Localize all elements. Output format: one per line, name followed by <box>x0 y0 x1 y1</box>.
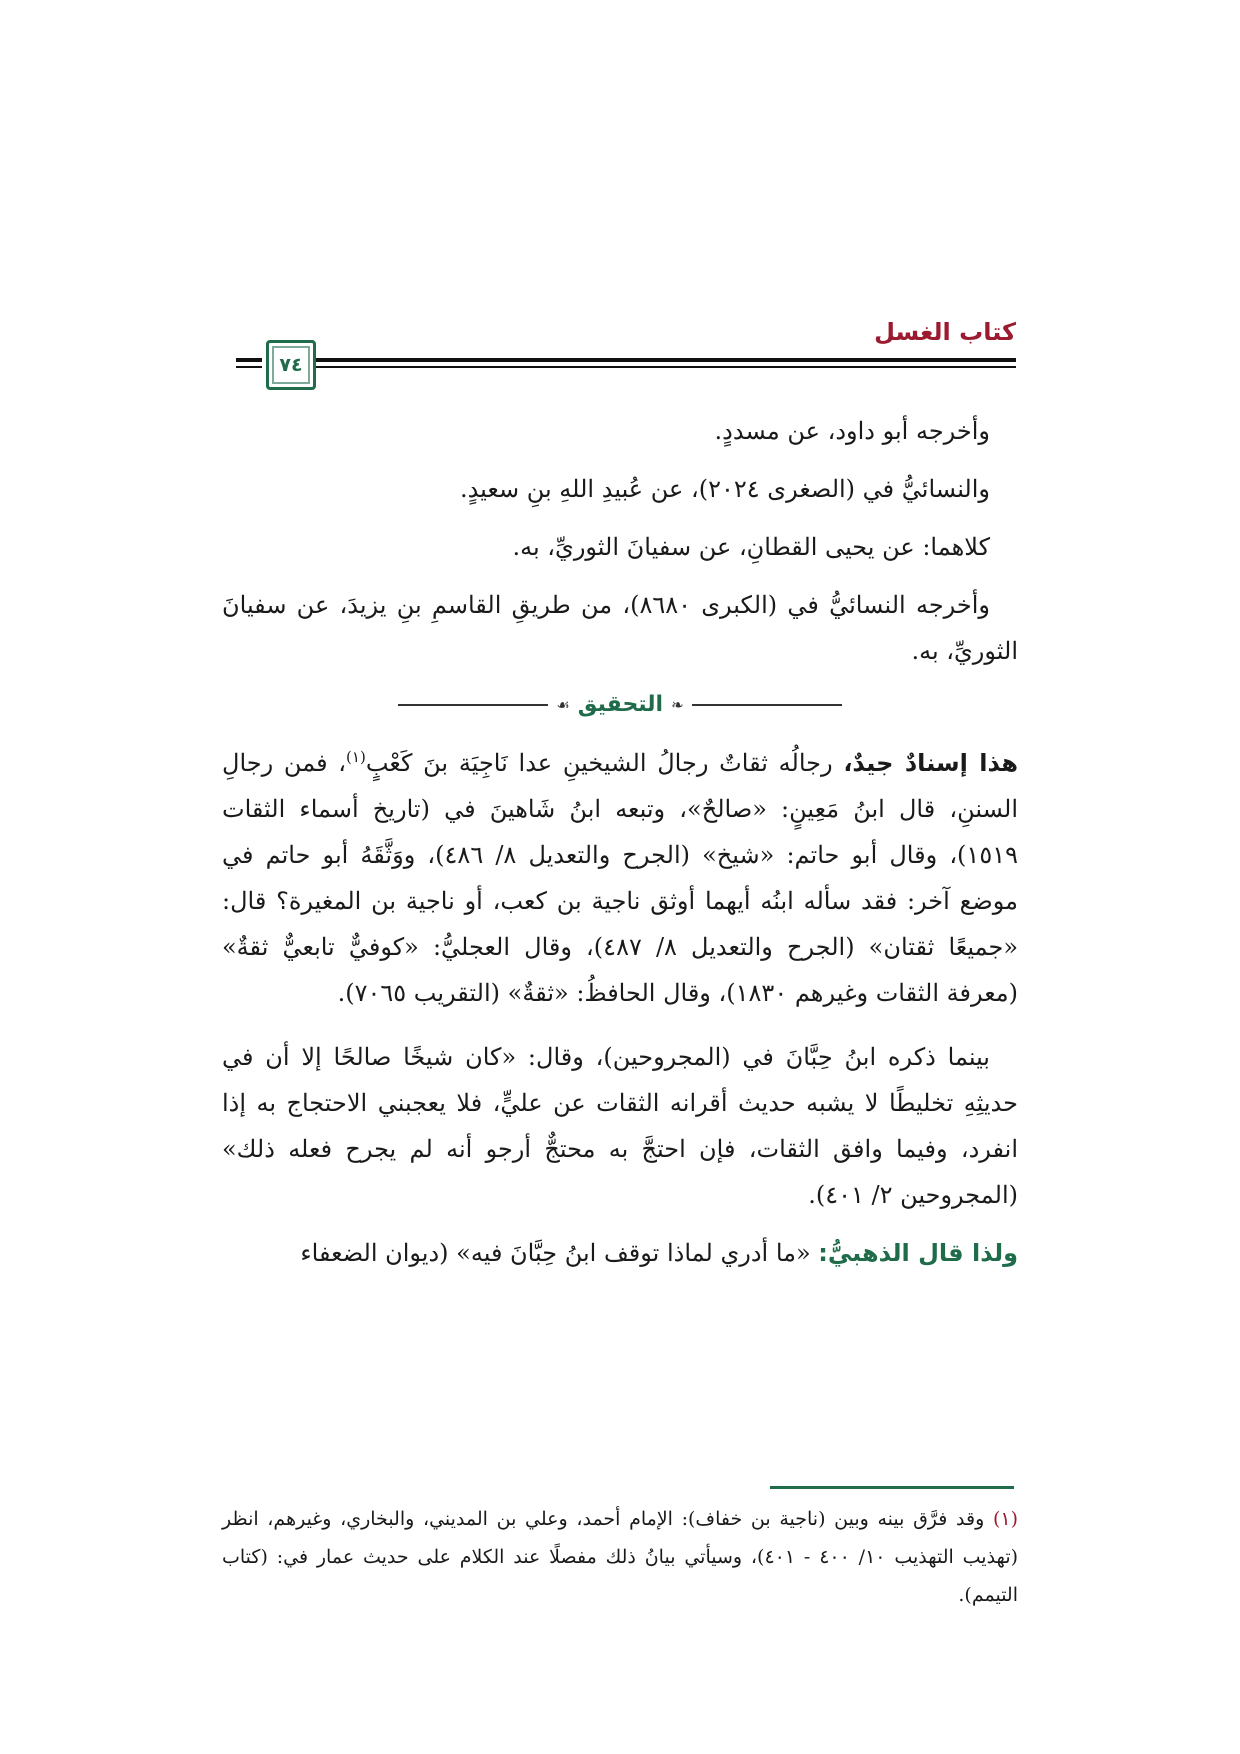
footnote <box>222 1500 1018 1614</box>
tahqiq-text-a: رجالُه ثقاتٌ رجالُ الشيخينِ عدا نَاجِيَة بنَ كَعْبٍ <box>365 749 844 777</box>
paragraph-tahqiq <box>222 740 1018 1016</box>
paragraph-abu-dawud: وأخرجه أبو داود، عن مسددٍ. <box>714 417 990 445</box>
footnote-marker: (١) <box>992 1508 1018 1530</box>
page-header <box>236 318 1016 388</box>
paragraph-dhahabi <box>222 1230 1018 1276</box>
header-rule-short <box>236 358 262 362</box>
dhahabi-lead: ولذا قال الذهبيُّ: <box>818 1239 1018 1267</box>
main-text <box>222 408 1018 1276</box>
footnote-text: وقد فرَّق بينه وبين (ناجية بن خفاف): الإمام أحمد، وعلي بن المديني، والبخاري، وغيرهم، انظر (تهذيب التهذيب ١٠/ ٤٠٠ - ٤٠١)، وسيأتي بيانُ ذلك مفصلًا عند الكلام على حديث عمار في: (كتاب التيمم). <box>222 1508 1019 1606</box>
footnote-separator <box>770 1486 1014 1489</box>
ornament-icon: ❧ <box>671 696 684 714</box>
tahqiq-text-b: ، فمن رجالِ السننِ، قال ابنُ مَعِينٍ: «صالحٌ»، وتبعه ابنُ شَاهينَ في (تاريخ أسماء الثقات ١٥١٩)، وقال أبو حاتم: «شيخ» (الجرح والتعديل ٨/ ٤٨٦)، ووَثَّقَهُ أبو حاتم في موضع آخر: فقد سأله ابنُه أيهما أوثق ناجية بن كعب، أو ناجية بن المغيرة؟ قال: «جميعًا ثقتان» (الجرح والتعديل ٨/ ٤٨٧)، وقال العجليُّ: «كوفيٌّ تابعيٌّ ثقةٌ» (معرفة الثقات وغيرهم ١٨٣٠)، وقال الحافظُ: «ثقةٌ» (التقريب ٧٠٦٥). <box>222 749 1019 1007</box>
footnote-reference[interactable]: (١) <box>346 748 366 766</box>
header-rule-thin <box>300 366 1016 368</box>
page-number: ٧٤ <box>279 354 303 376</box>
section-divider <box>222 682 1018 728</box>
header-rule-short-thin <box>236 366 262 368</box>
page-number-badge <box>266 340 316 390</box>
section-title: التحقيق <box>577 692 664 717</box>
paragraph-both-narrators: كلاهما: عن يحيى القطانِ، عن سفيانَ الثوريِّ، به. <box>512 533 990 561</box>
divider-line <box>692 704 842 706</box>
book-title: كتاب الغسل <box>874 318 1016 346</box>
tahqiq-lead: هذا إسنادٌ جيدٌ، <box>843 749 1019 777</box>
header-rule <box>300 358 1016 362</box>
paragraph-ibn-hibban: بينما ذكره ابنُ حِبَّانَ في (المجروحين)، وقال: «كان شيخًا صالحًا إلا أن في حديثِهِ تخليطًا لا يشبه حديث أقرانه الثقات عن عليٍّ، فلا يعجبني الاحتجاج به إذا انفرد، وفيما وافق الثقات، فإن احتجَّ به محتجٌّ أرجو أنه لم يجرح فعله ذلك» (المجروحين ٢/ ٤٠١). <box>222 1043 1018 1209</box>
dhahabi-text: «ما أدري لماذا توقف ابنُ حِبَّانَ فيه» (ديوان الضعفاء <box>300 1239 819 1267</box>
ornament-icon: ☙ <box>556 696 570 714</box>
paragraph-nasai-sughra: والنسائيُّ في (الصغرى ٢٠٢٤)، عن عُبيدِ اللهِ بنِ سعيدٍ. <box>459 475 990 503</box>
paragraph-nasai-kubra: وأخرجه النسائيُّ في (الكبرى ٨٦٨٠)، من طريقِ القاسمِ بنِ يزيدَ، عن سفيانَ الثوريِّ، به. <box>222 591 1018 665</box>
divider-line <box>398 704 548 706</box>
